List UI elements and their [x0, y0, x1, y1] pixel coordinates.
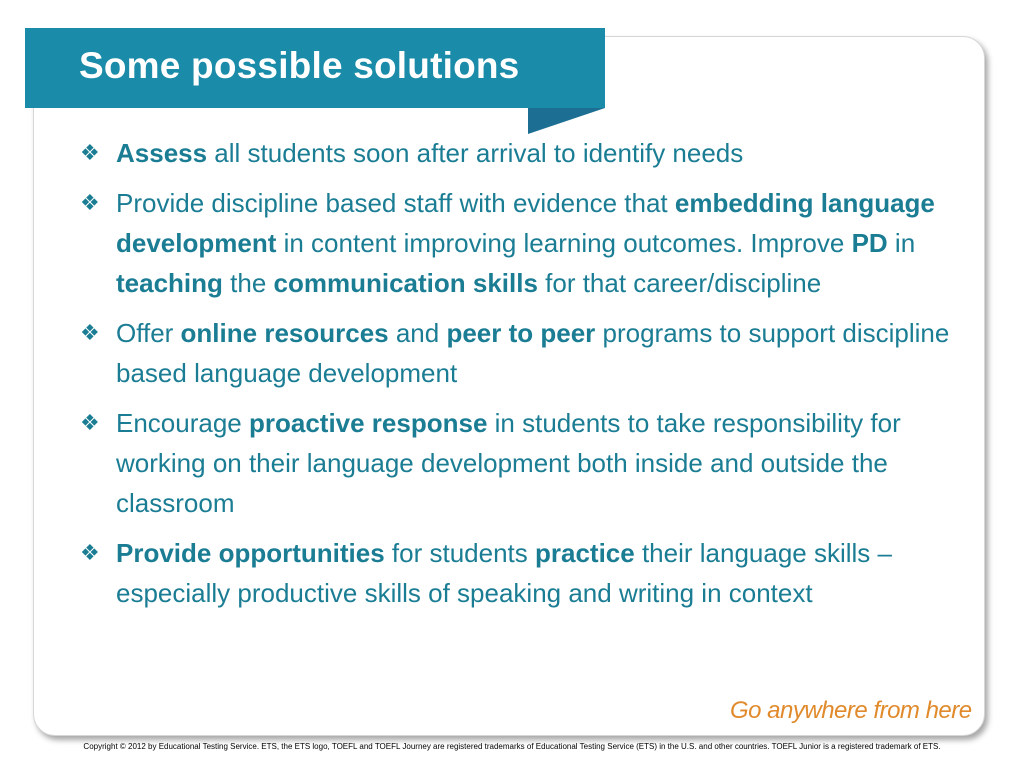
bullet-segment: in students to take responsibility for working on their language development both inside and outside the classroom: [116, 408, 901, 518]
bullet-text: [116, 138, 743, 168]
bullet-list: [80, 133, 960, 623]
bullet-segment: the: [222, 268, 274, 298]
bullet-emphasis: proactive response: [248, 408, 488, 438]
bullet-emphasis: Assess: [116, 138, 208, 168]
copyright-notice: Copyright © 2012 by Educational Testing Service. ETS, the ETS logo, TOEFL and TOEFL Journey are registered trademarks of Educational Testing Service (ETS) in the U.S. and other countries. TOEFL Junior is a registered trademark of ETS.: [83, 742, 941, 751]
bullet-emphasis: peer to peer: [446, 318, 596, 348]
bullet-text: [116, 408, 901, 518]
bullet-segment: for that career/discipline: [537, 268, 822, 298]
bullet-emphasis: practice: [535, 538, 635, 568]
bullet-segment: Offer: [116, 318, 181, 348]
bullet-text: [116, 318, 949, 388]
bullet-text: [116, 188, 935, 298]
bullet-emphasis: Provide opportunities: [116, 538, 385, 568]
bullet-segment: Encourage: [116, 408, 249, 438]
four-diamond-bullet-icon: ❖: [80, 320, 100, 345]
four-diamond-bullet-icon: ❖: [80, 140, 100, 165]
bullet-emphasis: PD: [851, 228, 888, 258]
four-diamond-bullet-icon: ❖: [80, 190, 100, 215]
bullet-text: [116, 538, 892, 608]
bullet-segment: for students: [384, 538, 535, 568]
bullet-segment: and: [388, 318, 447, 348]
bullet-emphasis: embedding language development: [116, 188, 935, 258]
bullet-item: [80, 403, 960, 523]
bullet-segment: in: [887, 228, 916, 258]
bullet-segment: programs to support discipline based language development: [116, 318, 950, 388]
bullet-emphasis: online resources: [180, 318, 389, 348]
title-banner-fold: [528, 108, 605, 134]
bullet-emphasis: teaching: [116, 268, 223, 298]
bullet-emphasis: communication skills: [273, 268, 538, 298]
bullet-item: [80, 133, 960, 173]
bullet-segment: all students soon after arrival to identify needs: [207, 138, 744, 168]
bullet-segment: Provide discipline based staff with evidence that: [116, 188, 675, 218]
tagline: Go anywhere from here: [730, 697, 972, 724]
bullet-segment: their language skills – especially productive skills of speaking and writing in context: [116, 538, 892, 608]
bullet-item: [80, 313, 960, 393]
four-diamond-bullet-icon: ❖: [80, 540, 100, 565]
four-diamond-bullet-icon: ❖: [80, 410, 100, 435]
slide-title: Some possible solutions: [79, 45, 520, 86]
bullet-segment: in content improving learning outcomes. Improve: [276, 228, 852, 258]
bullet-item: [80, 533, 960, 613]
bullet-item: [80, 183, 960, 303]
